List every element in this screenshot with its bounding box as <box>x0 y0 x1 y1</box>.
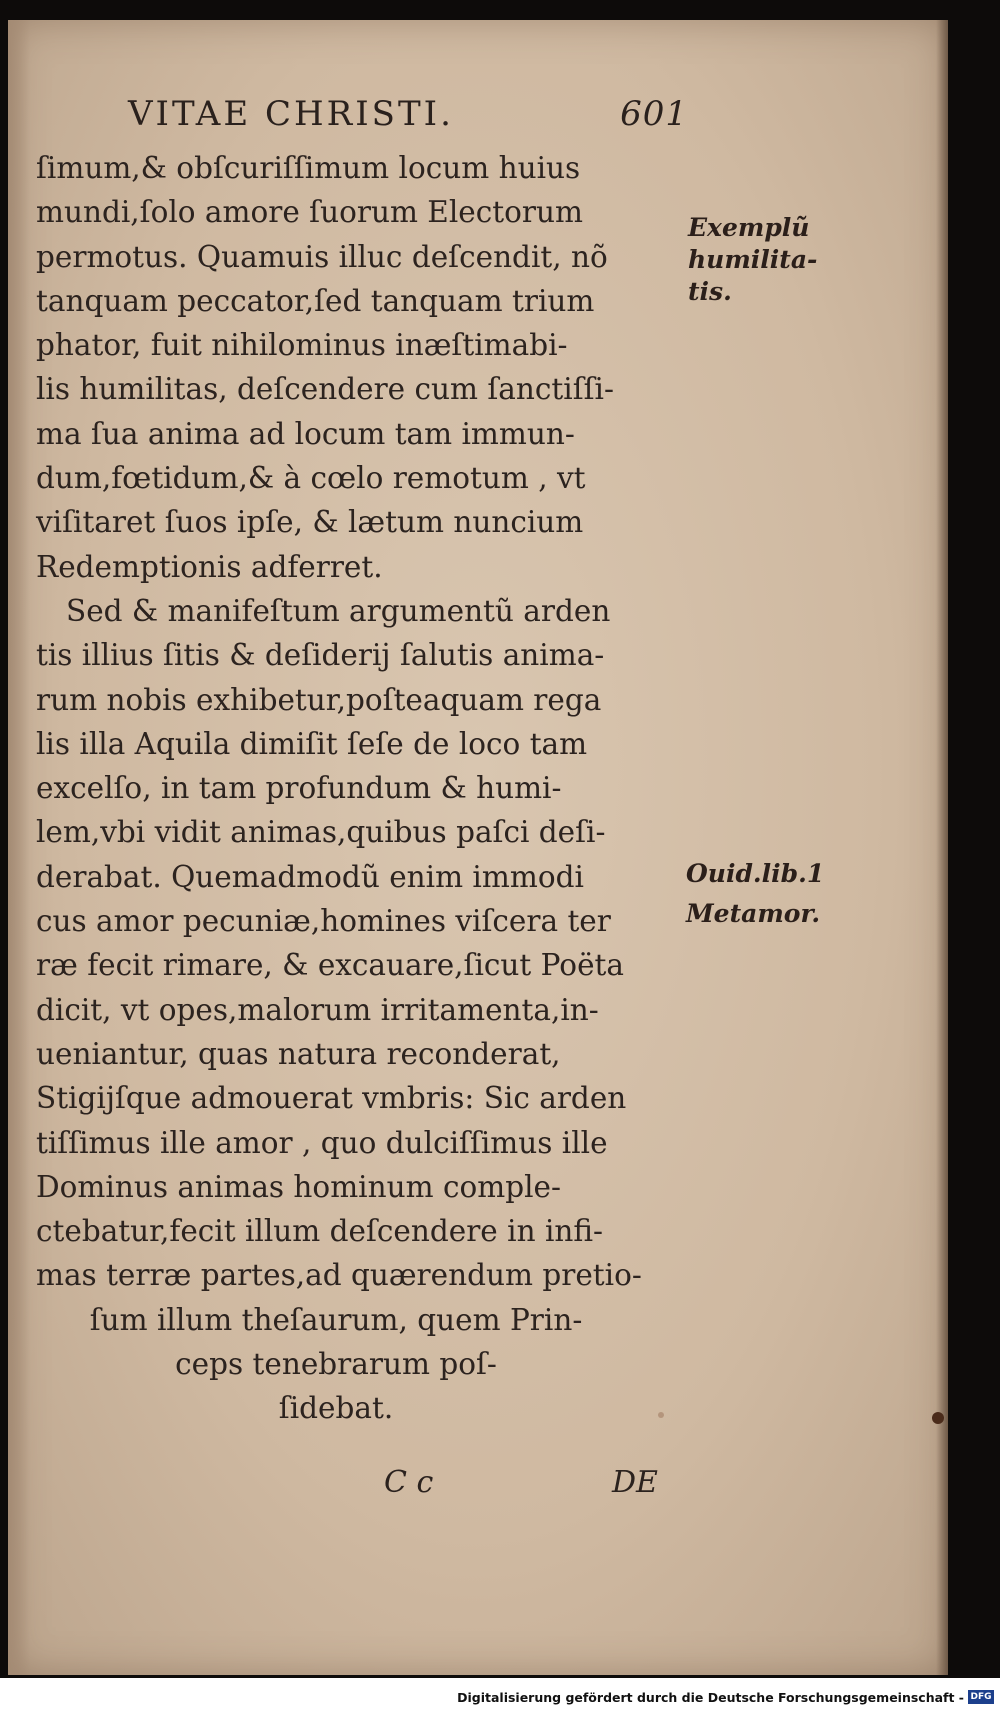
text-line: tiſſimus ille amor , quo dulciſſimus ille <box>36 1125 608 1160</box>
text-line: mas terræ partes,ad quærendum pretio- <box>36 1258 642 1293</box>
text-line: excelſo, in tam profundum & humi- <box>36 771 562 806</box>
page-edge-shadow <box>936 20 948 1675</box>
digitization-footer <box>0 1678 1000 1718</box>
text-line: Dominus animas hominum comple- <box>36 1169 561 1204</box>
text-line: cus amor pecuniæ,homines viſcera ter <box>36 904 611 939</box>
text-line: mundi,ſolo amore ſuorum Electorum <box>36 195 583 230</box>
running-header <box>128 94 688 138</box>
dfg-logo: DFG <box>968 1690 994 1704</box>
closing-line: ceps tenebrarum poſ- <box>175 1347 497 1382</box>
running-title: VITAE CHRISTI. <box>128 94 454 134</box>
closing-line: ſum illum theſaurum, quem Prin- <box>89 1302 583 1337</box>
text-line: Sed & manifeſtum argumentũ arden <box>66 593 611 628</box>
text-line: tis illius ſitis & deſiderij ſalutis anima- <box>36 638 605 673</box>
text-line: ctebatur,fecit illum deſcendere in infi- <box>36 1214 604 1249</box>
margin-note-line: Metamor. <box>686 899 821 928</box>
text-line: viſitaret ſuos ipſe, & lætum nuncium <box>36 505 584 540</box>
text-line: permotus. Quamuis illuc deſcendit, nõ <box>36 239 608 274</box>
text-line: ræ fecit rimare, & excauare,ſicut Poëta <box>36 948 624 983</box>
text-line: tanquam peccator,ſed tanquam trium <box>36 283 595 318</box>
ink-stain <box>932 1412 944 1424</box>
signature-mark: C c <box>384 1465 434 1500</box>
text-line: ſimum,& obſcuriſſimum locum huius <box>36 151 581 185</box>
text-line: lis illa Aquila dimiſit ſeſe de loco tam <box>36 726 588 761</box>
margin-note-line: humilita- <box>688 245 818 274</box>
text-line: Redemptionis adferret. <box>36 549 383 584</box>
text-line: ma ſua anima ad locum tam immun- <box>36 416 575 451</box>
text-line: Stigijſque admouerat vmbris: Sic arden <box>36 1081 627 1116</box>
margin-note-line: Exemplũ <box>688 213 810 242</box>
page-spine-shadow <box>8 20 30 1675</box>
text-line: lis humilitas, deſcendere cum ſanctiſſi- <box>36 372 614 407</box>
catchword: DE <box>612 1465 658 1500</box>
margin-note-exemplum <box>688 212 817 308</box>
text-line: derabat. Quemadmodũ enim immodi <box>36 859 584 894</box>
margin-note-ovid <box>686 854 824 934</box>
text-line: dicit, vt opes,malorum irritamenta,in- <box>36 992 599 1027</box>
text-line: ueniantur, quas natura reconderat, <box>36 1036 561 1071</box>
text-line: dum,fœtidum,& à cœlo remotum , vt <box>36 461 586 496</box>
text-line: phator, fuit nihilominus inæſtimabi- <box>36 328 568 363</box>
margin-note-line: tis. <box>688 277 732 306</box>
text-line: rum nobis exhibetur,poſteaquam rega <box>36 682 602 717</box>
funding-credit: Digitalisierung gefördert durch die Deutsche Forschungsgemeinschaft - <box>457 1690 964 1705</box>
main-text-block <box>36 146 676 1431</box>
closing-line: ſidebat. <box>278 1391 394 1426</box>
margin-note-line: Ouid.lib.1 <box>686 859 825 888</box>
text-line: lem,vbi vidit animas,quibus paſci deſi- <box>36 815 606 850</box>
page-number: 601 <box>620 94 688 134</box>
